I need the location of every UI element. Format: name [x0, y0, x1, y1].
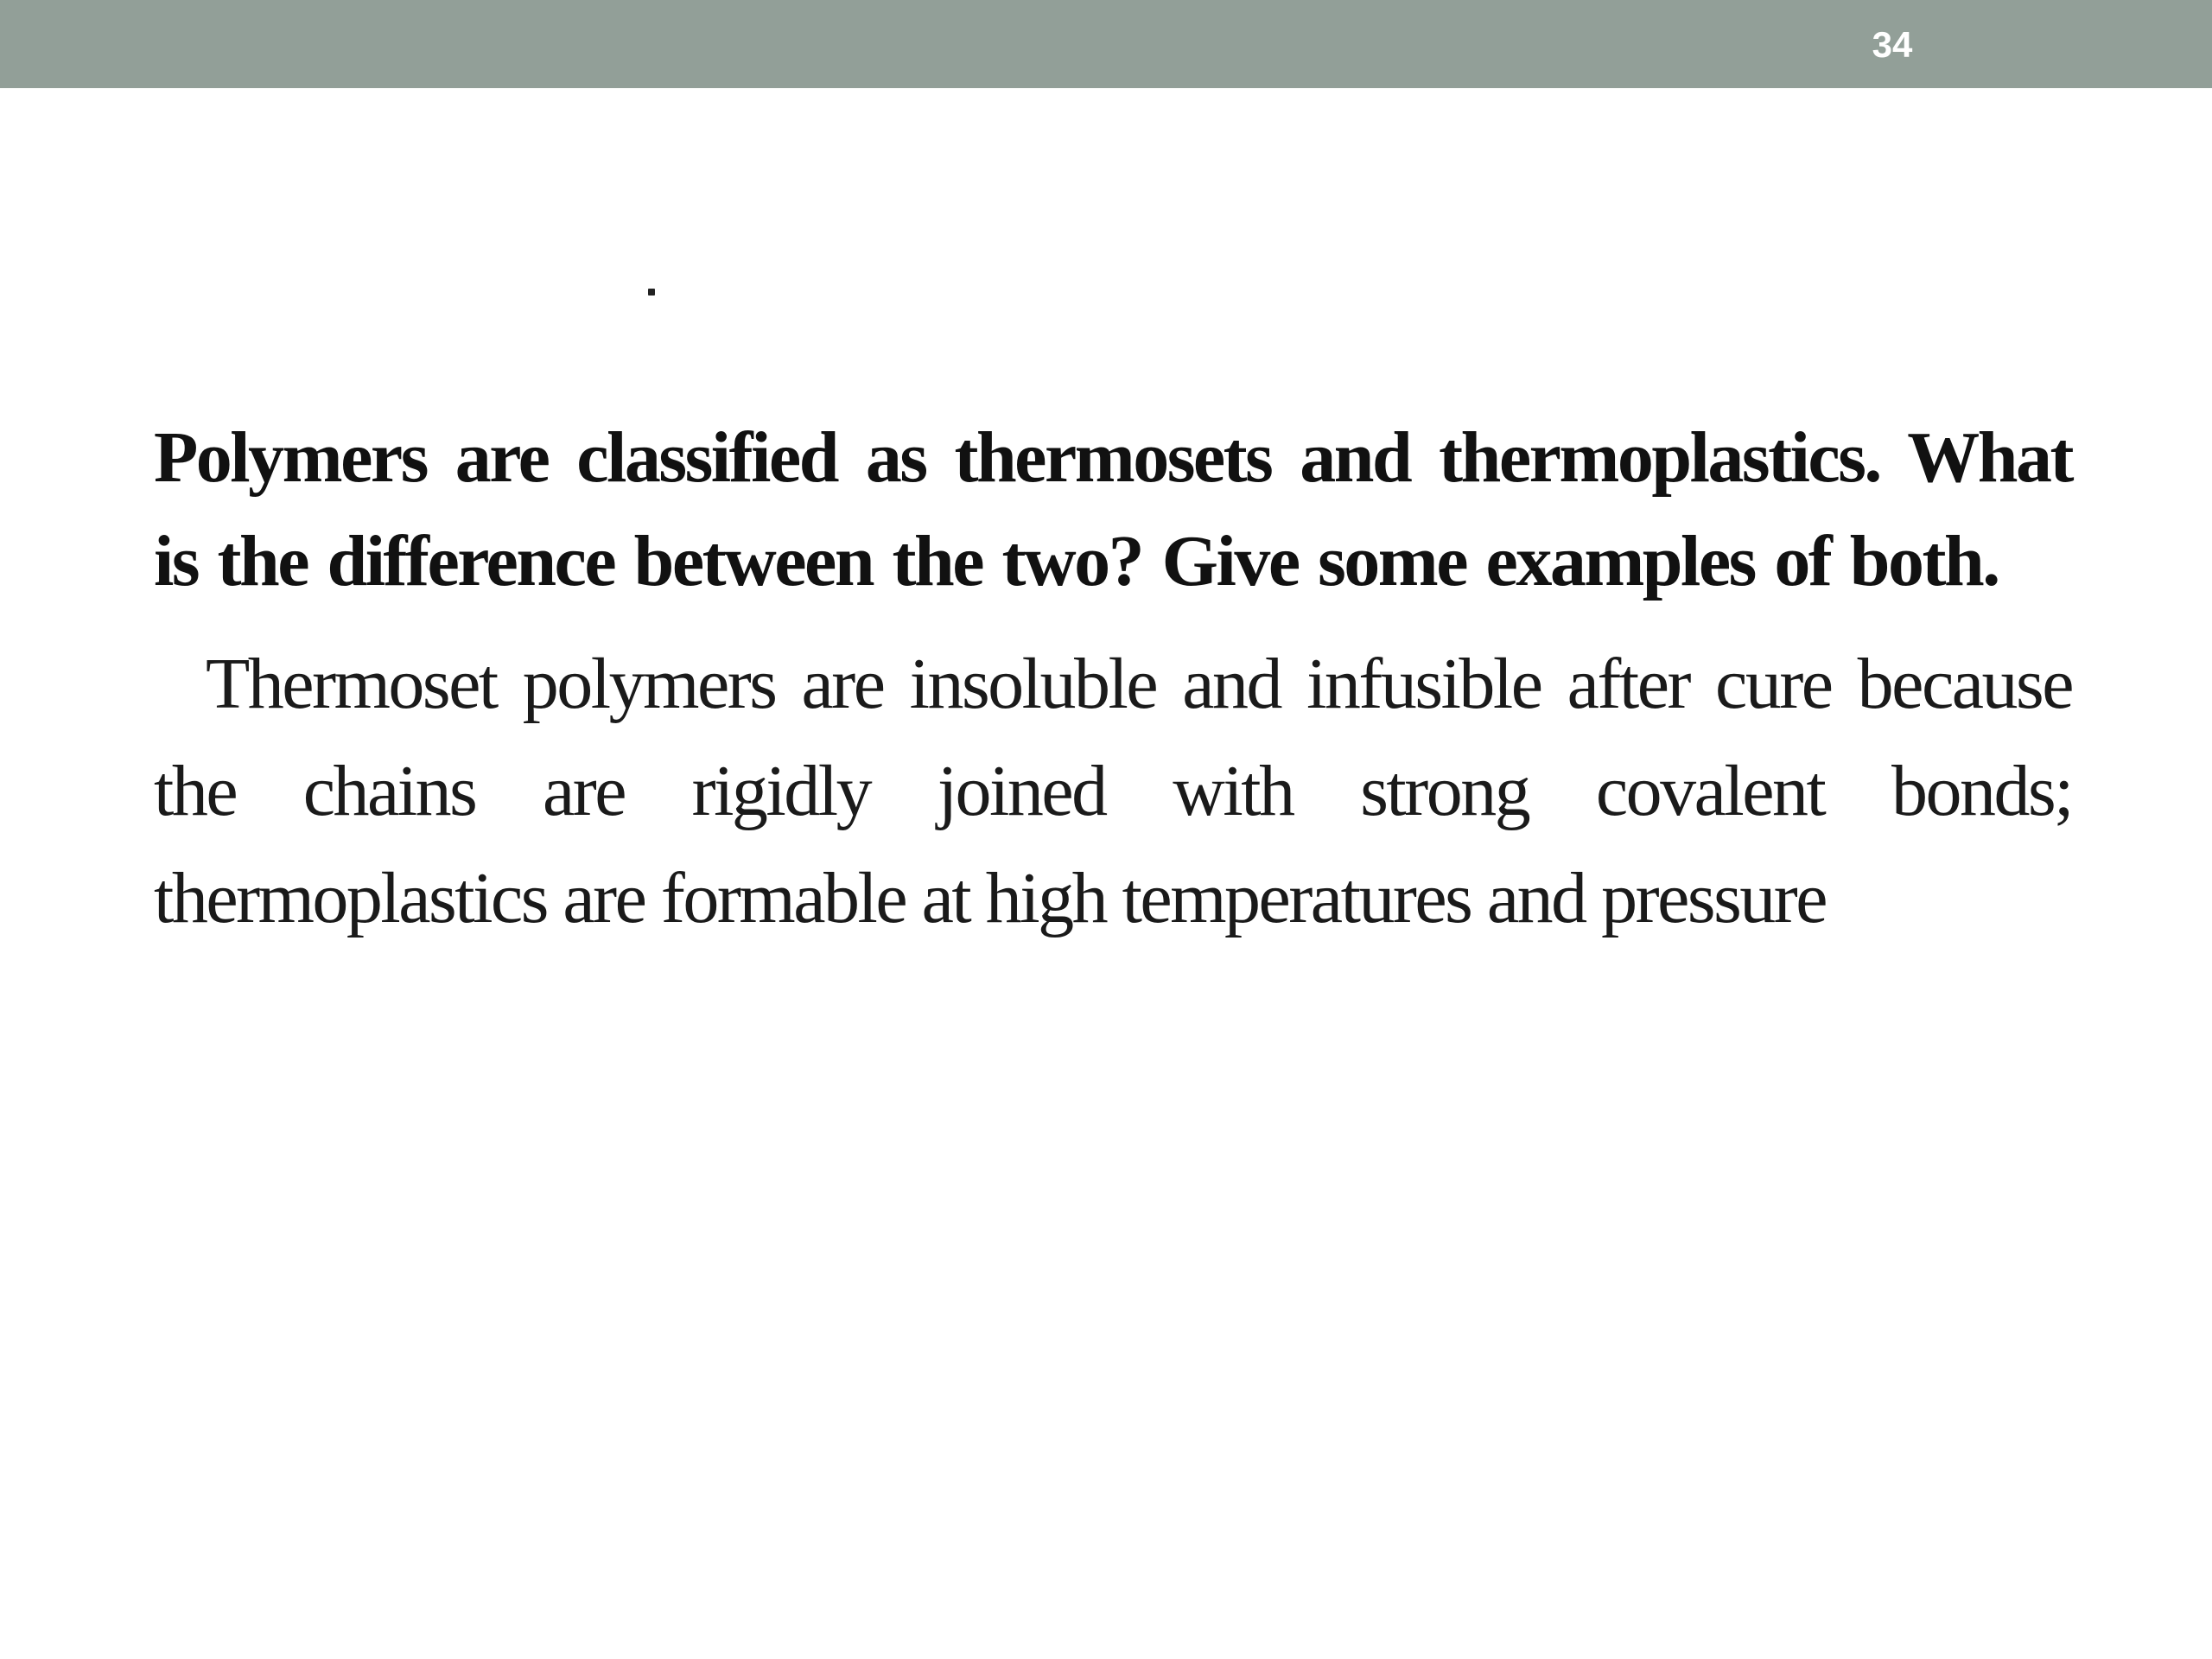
answer-text: Thermoset polymers are insoluble and infusible after cure because the chains are rigidly joined with strong covalent bonds; thermoplastics are formable at high temperatures and pressure: [154, 644, 2072, 938]
scan-mark: [648, 289, 655, 296]
slide-number: 34: [1872, 24, 1913, 65]
slide-content: [154, 406, 2072, 952]
question-text: Polymers are classified as thermosets and thermoplastics. What is the difference between the two? Give some examples of both.: [154, 417, 2072, 601]
slide-header-bar: [0, 0, 2212, 88]
